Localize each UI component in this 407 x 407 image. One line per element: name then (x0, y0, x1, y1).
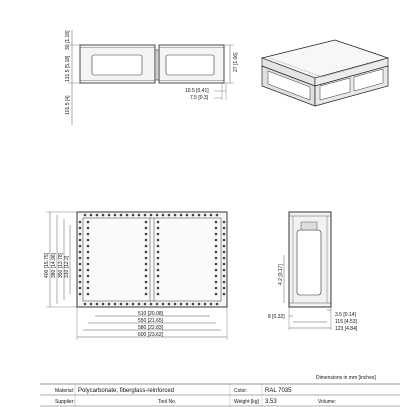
units-note: Dimensions in mm [inches] (316, 375, 376, 381)
screw-point (79, 221, 82, 224)
screw-point (126, 214, 129, 217)
screw-point (157, 269, 160, 272)
side-hinge (301, 222, 317, 230)
screw-point (87, 239, 90, 242)
weight-value: 3.53 (265, 399, 277, 405)
dim-3-5: 3.5 [0.14] (335, 312, 356, 318)
screw-point (198, 303, 201, 306)
dim-8: 8 [0.32] (268, 314, 285, 320)
dim-4-2: 4.2 [0.17] (278, 264, 284, 285)
dim-600: 600 [23.62] (138, 332, 164, 338)
screw-point (120, 214, 123, 217)
screw-point (215, 239, 218, 242)
screw-point (114, 303, 117, 306)
screw-point (210, 303, 213, 306)
screw-point (223, 233, 226, 236)
screw-point (84, 214, 87, 217)
weight-label: Weight [kg] (234, 399, 259, 405)
screw-point (162, 214, 165, 217)
screw-point (215, 233, 218, 236)
screw-point (84, 303, 87, 306)
color-value: RAL 7035 (265, 388, 292, 394)
screw-point (186, 214, 189, 217)
dim-27: 27 [1.06] (233, 52, 239, 72)
screw-point (223, 251, 226, 254)
screw-point (215, 287, 218, 290)
front-inner (83, 218, 221, 301)
screw-point (144, 303, 147, 306)
screw-point (144, 214, 147, 217)
screw-point (87, 221, 90, 224)
screw-point (223, 221, 226, 224)
screw-point (87, 227, 90, 230)
dim-380: 380 [14.96] (51, 252, 57, 278)
screw-point (223, 227, 226, 230)
elevation-view (80, 45, 224, 83)
screw-point (157, 287, 160, 290)
dim-510: 510 [20.08] (138, 311, 164, 317)
screw-point (87, 293, 90, 296)
screw-point (138, 214, 141, 217)
screw-point (79, 293, 82, 296)
elevation-right-window (166, 55, 214, 75)
screw-point (145, 233, 148, 236)
screw-point (145, 257, 148, 260)
screw-point (180, 303, 183, 306)
screw-point (79, 251, 82, 254)
screw-point (223, 257, 226, 260)
front-bottom-dimensions (77, 307, 227, 340)
screw-point (192, 214, 195, 217)
supplier-label: Supplier: (55, 399, 75, 405)
screw-point (223, 263, 226, 266)
screw-point (223, 269, 226, 272)
screw-point (79, 227, 82, 230)
screw-point (145, 275, 148, 278)
screw-point (79, 257, 82, 260)
screw-point (145, 221, 148, 224)
screw-point (157, 251, 160, 254)
screw-point (215, 227, 218, 230)
screw-point (223, 245, 226, 248)
screw-point (120, 303, 123, 306)
dim-30: 30 [1.18] (65, 30, 71, 50)
screw-point (204, 303, 207, 306)
screw-point (132, 214, 135, 217)
screw-point (90, 214, 93, 217)
tool-label: Tool No. (158, 399, 177, 405)
screw-point (96, 214, 99, 217)
screw-point (157, 245, 160, 248)
side-window (297, 230, 321, 295)
screw-point (96, 303, 99, 306)
screw-point (215, 263, 218, 266)
volume-label: Volume: (318, 399, 337, 405)
screw-point (79, 269, 82, 272)
screw-point (157, 257, 160, 260)
screw-point (223, 293, 226, 296)
screw-point (87, 287, 90, 290)
screw-point (157, 275, 160, 278)
screw-point (87, 263, 90, 266)
screw-point (145, 281, 148, 284)
screw-point (157, 293, 160, 296)
dim-350: 350 [13.78] (58, 252, 64, 278)
dim-131-5: 131.5 [5.18] (65, 55, 71, 82)
dim-310: 310 [12.2] (64, 255, 70, 278)
screw-point (223, 281, 226, 284)
isometric-view (262, 40, 388, 106)
elevation-hinge (155, 50, 159, 80)
screw-point (223, 287, 226, 290)
side-view (289, 212, 331, 307)
screw-point (215, 251, 218, 254)
screw-point (186, 303, 189, 306)
screw-point (108, 214, 111, 217)
dim-10-5: 10.5 [0.41] (185, 88, 209, 94)
elevation-left-window (92, 55, 142, 75)
screw-point (162, 303, 165, 306)
screw-point (215, 257, 218, 260)
screw-point (198, 214, 201, 217)
material-value: Polycarbonate, fiberglass-reinforced (78, 388, 175, 394)
screw-point (108, 303, 111, 306)
screw-point (174, 214, 177, 217)
screw-point (79, 245, 82, 248)
screw-point (216, 214, 219, 217)
screw-point (132, 303, 135, 306)
screw-point (102, 214, 105, 217)
screw-point (157, 227, 160, 230)
screw-point (87, 257, 90, 260)
dim-400: 400 [15.75] (44, 252, 50, 278)
dim-550: 550 [21.65] (138, 318, 164, 324)
screw-point (157, 221, 160, 224)
screw-point (79, 263, 82, 266)
material-label: Material: (55, 388, 75, 394)
screw-point (215, 293, 218, 296)
screw-point (138, 303, 141, 306)
screw-point (215, 245, 218, 248)
screw-point (145, 251, 148, 254)
dim-101-5: 101.5 [4] (65, 95, 71, 115)
elevation-left-dimensions (65, 30, 80, 125)
screw-point (216, 303, 219, 306)
screw-point (90, 303, 93, 306)
screw-point (79, 239, 82, 242)
dim-123: 123 [4.84] (335, 326, 358, 332)
front-left-dimensions (44, 212, 77, 307)
dim-7-5: 7.5 [0.3] (190, 95, 209, 101)
dim-115: 115 [4.53] (335, 319, 357, 325)
screw-point (79, 233, 82, 236)
front-view (77, 212, 227, 307)
screw-point (156, 303, 159, 306)
screw-point (145, 227, 148, 230)
screw-point (174, 303, 177, 306)
screw-point (145, 239, 148, 242)
screw-point (145, 293, 148, 296)
screw-point (87, 251, 90, 254)
screw-point (145, 245, 148, 248)
screw-point (223, 239, 226, 242)
screw-point (87, 275, 90, 278)
screw-point (168, 303, 171, 306)
screw-point (145, 287, 148, 290)
screw-point (126, 303, 129, 306)
screw-point (114, 214, 117, 217)
screw-point (157, 281, 160, 284)
screw-point (168, 214, 171, 217)
screw-point (192, 303, 195, 306)
screw-point (204, 214, 207, 217)
screw-point (157, 233, 160, 236)
screw-point (102, 303, 105, 306)
screw-point (145, 263, 148, 266)
screw-point (210, 214, 213, 217)
screw-point (157, 263, 160, 266)
screw-point (157, 239, 160, 242)
screw-point (79, 281, 82, 284)
screw-point (215, 269, 218, 272)
screw-point (215, 281, 218, 284)
screw-point (223, 275, 226, 278)
screw-point (156, 214, 159, 217)
screw-point (87, 281, 90, 284)
screw-point (150, 214, 153, 217)
screw-point (215, 275, 218, 278)
screw-point (150, 303, 153, 306)
title-block (40, 384, 400, 407)
screw-point (87, 233, 90, 236)
dim-580: 580 [22.83] (138, 325, 164, 331)
screw-point (145, 269, 148, 272)
screw-point (87, 245, 90, 248)
screw-point (79, 275, 82, 278)
screw-point (79, 287, 82, 290)
screw-point (87, 269, 90, 272)
screw-point (180, 214, 183, 217)
color-label: Color: (234, 388, 248, 394)
screw-point (215, 221, 218, 224)
